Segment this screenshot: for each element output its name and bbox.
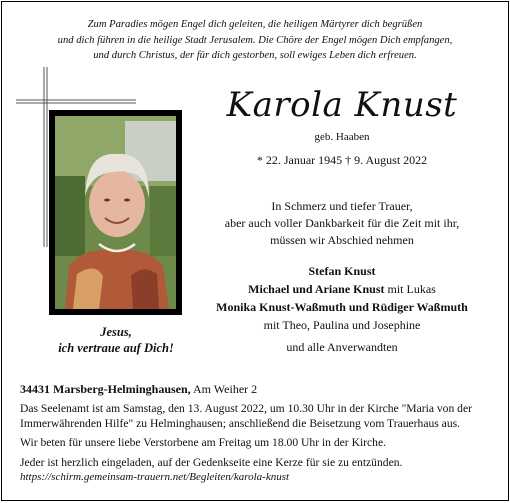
verse-line: und durch Christus, der für dich gestorben, soll ewiges Leben dich erfreuen. [93, 50, 417, 61]
mourner [192, 280, 492, 298]
prayer-paragraph: Wir beten für unsere liebe Verstorbene am Freitag um 18.00 Uhr in der Kirche. [20, 436, 387, 449]
verse-line: und dich führen in die heilige Stadt Jerusalem. Die Chöre der Engel mögen Dich empfangen, [57, 34, 453, 46]
verse-line: Zum Paradies mögen Engel dich geleiten, die heiligen Märtyrer dich begrüßen [87, 19, 423, 30]
mourner: Stefan Knust [308, 264, 376, 278]
mourner: mit Theo, Paulina und Josephine [263, 318, 421, 332]
caption-line: Jesus, [100, 325, 132, 339]
deceased-name: Karola Knust [226, 85, 458, 125]
mourners-list [192, 262, 492, 356]
mourner-extra: mit Lukas [384, 282, 436, 296]
service-info [20, 402, 494, 485]
portrait-photo [55, 116, 176, 309]
mourner: und alle Anverwandten [286, 340, 398, 354]
condolence-line: müssen wir Abschied nehmen [270, 233, 414, 247]
portrait-frame [49, 110, 182, 315]
address-street: Am Weiher 2 [190, 382, 258, 396]
address-city: 34431 Marsberg-Helminghausen, [20, 382, 191, 396]
candle-paragraph: Jeder ist herzlich eingeladen, auf der Gedenkseite eine Kerze für sie zu entzünden. [20, 455, 403, 469]
mourner-name: Michael und Ariane Knust [248, 282, 385, 296]
caption-line: ich vertraue auf Dich! [58, 341, 174, 355]
obituary-notice [1, 1, 509, 501]
family-address [20, 382, 257, 397]
maiden-name: geb. Haaben [314, 131, 370, 143]
service-paragraph: Das Seelenamt ist am Samstag, den 13. August 2022, um 10.30 Uhr in der Kirche "Maria von der Immerwährenden Hilfe" zu Helminghausen; anschließend die Beisetzung vom Trauerhaus aus. [20, 402, 472, 430]
condolence-text [192, 198, 492, 249]
memorial-link[interactable]: https://schirm.gemeinsam-trauern.net/Begleiten/karola-knust [20, 471, 290, 483]
condolence-line: In Schmerz und tiefer Trauer, [271, 199, 413, 213]
life-dates: * 22. Januar 1945 † 9. August 2022 [256, 153, 428, 167]
mourner: Monika Knust-Waßmuth und Rüdiger Waßmuth [216, 300, 468, 314]
photo-caption [26, 324, 206, 356]
condolence-line: aber auch voller Dankbarkeit für die Zeit mit ihr, [224, 216, 460, 230]
farewell-verse [12, 17, 498, 64]
